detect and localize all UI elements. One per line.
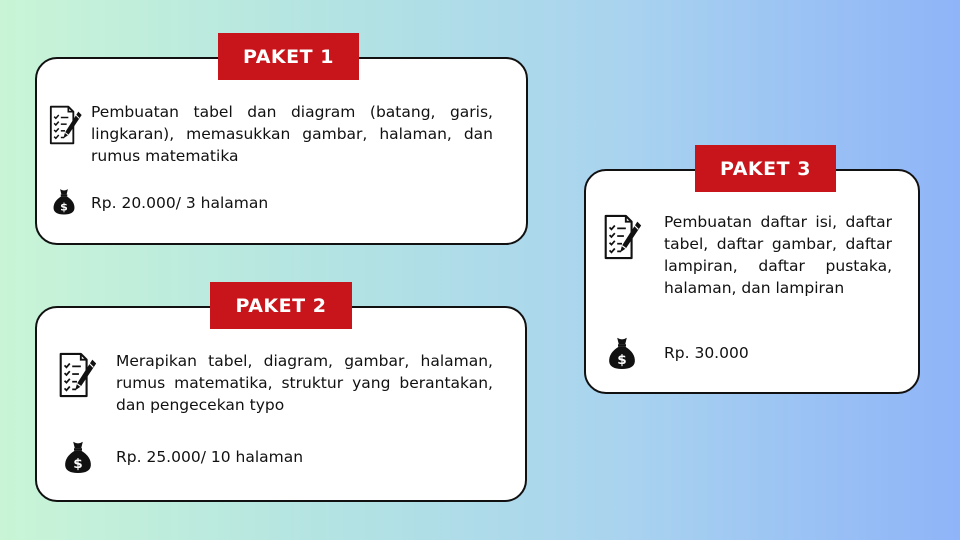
- package-title-1: PAKET 1: [218, 33, 359, 80]
- package-price-2: Rp. 25.000/ 10 halaman: [116, 448, 304, 466]
- money-bag-icon: [51, 187, 77, 216]
- package-title-2: PAKET 2: [210, 282, 352, 329]
- package-price-3: Rp. 30.000: [664, 344, 749, 362]
- checklist-pencil-icon: [56, 352, 98, 398]
- checklist-pencil-icon: [47, 105, 83, 145]
- package-price-1: Rp. 20.000/ 3 halaman: [91, 194, 269, 212]
- money-bag-icon: [606, 335, 638, 371]
- package-description-2: Merapikan tabel, diagram, gambar, halaman, rumus matematika, struktur yang berantakan, dan pengecekan typo: [116, 352, 493, 414]
- package-description-1: Pembuatan tabel dan diagram (batang, garis, lingkaran), memasukkan gambar, halaman, dan rumus matematika: [91, 103, 493, 165]
- money-bag-icon: [62, 439, 94, 475]
- checklist-pencil-icon: [601, 214, 643, 260]
- package-description-3: Pembuatan daftar isi, daftar tabel, daftar gambar, daftar lampiran, daftar pustaka, halaman, dan lampiran: [664, 213, 892, 297]
- package-title-3: PAKET 3: [695, 145, 836, 192]
